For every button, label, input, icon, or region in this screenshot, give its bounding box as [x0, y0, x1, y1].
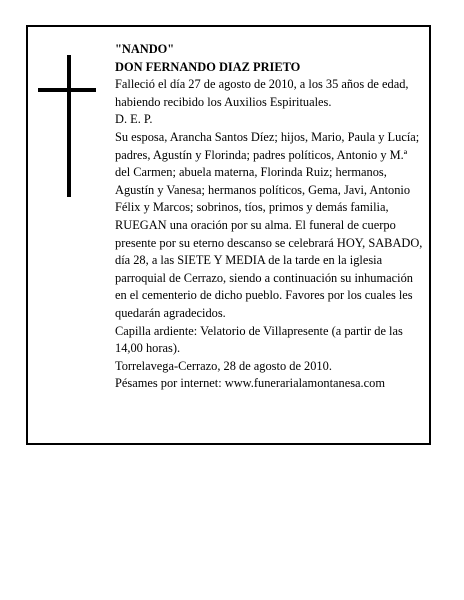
dep-line: D. E. P.: [115, 112, 153, 127]
obituary-text: [115, 41, 423, 393]
chapel-line: Capilla ardiente: Velatorio de Villapresente (a partir de las 14,00 horas).: [115, 323, 403, 356]
deceased-nickname: "NANDO": [115, 42, 175, 56]
sacraments-line: habiendo recibido los Auxilios Espirituales.: [115, 94, 332, 109]
deceased-name: DON FERNANDO DIAZ PRIETO: [115, 59, 301, 74]
place-date-line: Torrelavega-Cerrazo, 28 de agosto de 2010.: [115, 358, 332, 373]
cross-vertical-bar: [67, 55, 71, 197]
condolences-line: Pésames por internet: www.funerarialamontanesa.com: [115, 376, 385, 391]
funeral-line: RUEGAN una oración por su alma. El funeral de cuerpo presente por su eterno descanso se celebrará HOY, SABADO, día 28, a las SIETE Y MEDIA de la tarde en la iglesia parroquial de Cerrazo, siendo a continuación su inhumación en el cementerio de dicho pueblo. Favores por los cuales les quedarán agradecidos.: [115, 217, 423, 320]
obituary-notice: [26, 25, 431, 445]
cross-horizontal-bar: [38, 88, 96, 92]
death-date-line: Falleció el día 27 de agosto de 2010, a los 35 años de edad,: [115, 77, 409, 92]
cross-icon: [38, 55, 96, 197]
family-line: Su esposa, Arancha Santos Díez; hijos, Mario, Paula y Lucía; padres, Agustín y Florinda; padres políticos, Antonio y M.ª del Carmen; abuela materna, Florinda Ruiz; hermanos, Agustín y Vanesa; hermanos políticos, Gema, Javi, Antonio Félix y Marcos; sobrinos, tíos, primos y demás familia,: [115, 129, 420, 215]
